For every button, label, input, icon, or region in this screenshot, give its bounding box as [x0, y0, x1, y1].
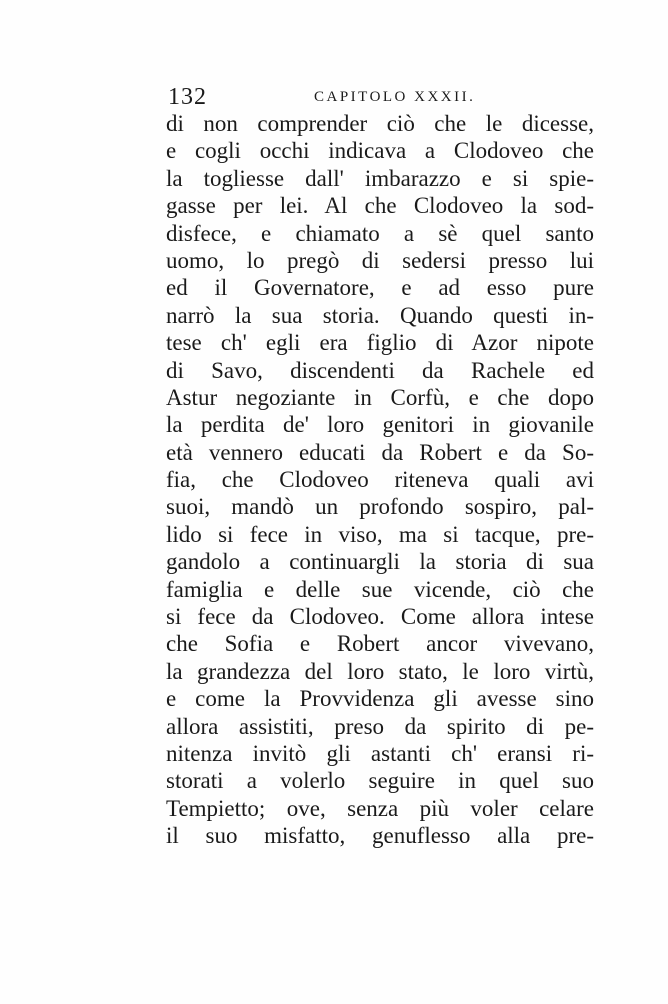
text-line: Tempietto; ove, senza più voler celare [166, 795, 594, 821]
text-line: tese ch' egli era figlio di Azor nipote [166, 330, 594, 356]
text-line: suoi, mandò un profondo sospiro, pal- [166, 494, 594, 520]
text-line: di Savo, discendenti da Rachele ed [166, 357, 594, 383]
text-line: di non comprender ciò che le dicesse, [166, 111, 594, 136]
text-line: gasse per lei. Al che Clodoveo la sod- [166, 193, 594, 219]
text-line: storati a volerlo seguire in quel suo [166, 768, 594, 794]
text-line: fia, che Clodoveo riteneva quali avi [166, 467, 594, 493]
text-line: nitenza invitò gli astanti ch' eransi ri- [166, 740, 594, 766]
text-line: e come la Provvidenza gli avesse sino [166, 686, 594, 712]
text-line: la togliesse dall' imbarazzo e si spie- [166, 165, 594, 191]
text-line: ed il Governatore, e ad esso pure [166, 275, 594, 301]
text-line: che Sofia e Robert ancor vivevano, [166, 631, 594, 657]
text-line: età vennero educati da Robert e da So- [166, 439, 594, 465]
text-line: Astur negoziante in Corfù, e che dopo [166, 384, 594, 410]
text-line: e cogli occhi indicava a Clodoveo che [166, 138, 594, 164]
page-number: 132 [168, 84, 207, 110]
text-line: uomo, lo pregò di sedersi presso lui [166, 247, 594, 273]
text-line: allora assistiti, preso da spirito di pe- [166, 713, 594, 739]
body-text [166, 110, 612, 850]
running-head: CAPITOLO XXXII. [314, 89, 476, 105]
text-line: lido si fece in viso, ma si tacque, pre- [166, 521, 594, 547]
text-line: famiglia e delle sue vicende, ciò che [166, 576, 594, 602]
text-line: gandolo a continuargli la storia di sua [166, 549, 594, 575]
page-header [168, 84, 498, 110]
text-line: si fece da Clodoveo. Come allora intese [166, 604, 594, 630]
text-line: il suo misfatto, genuflesso alla pre- [166, 823, 594, 849]
text-line: narrò la sua storia. Quando questi in- [166, 302, 594, 328]
text-line: la perdita de' loro genitori in giovanile [166, 412, 594, 438]
text-line: disfece, e chiamato a sè quel santo [166, 220, 594, 246]
text-line: la grandezza del loro stato, le loro virtù, [166, 658, 594, 684]
